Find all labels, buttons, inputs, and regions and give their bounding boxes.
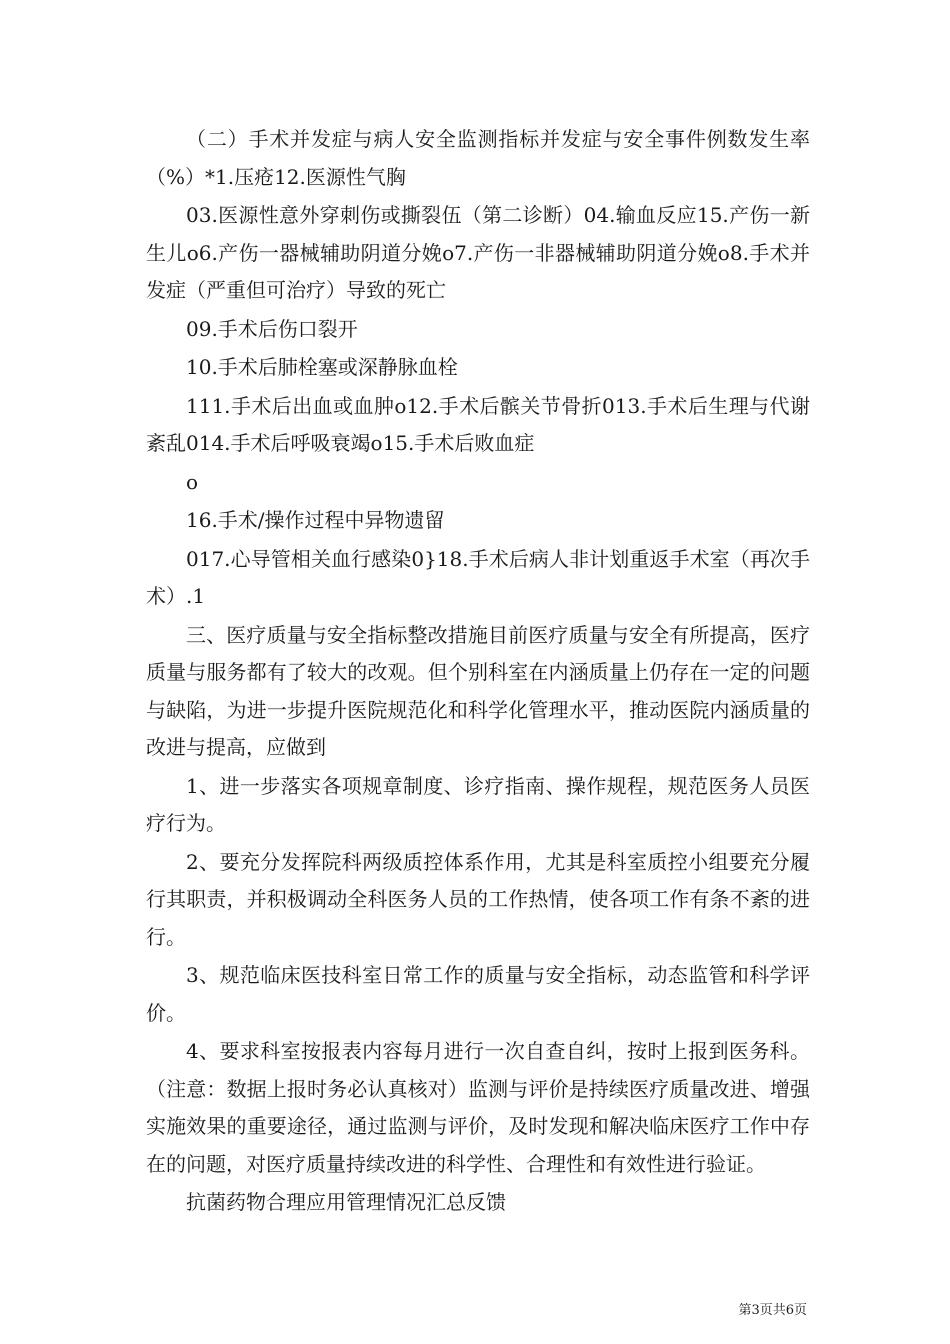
paragraph-measure-4: 4、要求科室按报表内容每月进行一次自查自纠，按时上报到医务科。（注意：数据上报时务必认真核对）监测与评价是持续医疗质量改进、增强实施效果的重要途径，通过监测与评价，及时发现和解决临床医疗工作中存在的问题，对医疗质量持续改进的科学性、合理性和有效性进行验证。: [146, 1039, 810, 1176]
paragraph-indicator-10: 10.手术后肺栓塞或深静脉血栓: [186, 355, 458, 379]
paragraph-indicators-17-18: 017.心导管相关血行感染0}18.手术后病人非计划重返手术室（再次手术）.1: [146, 546, 810, 608]
paragraph-indicators-11-15: 111.手术后出血或血肿o12.手术后髌关节骨折013.手术后生理与代谢紊乱014.手术后呼吸衰竭o15.手术后败血症: [146, 393, 810, 455]
paragraph-indicator-16: 16.手术/操作过程中异物遗留: [186, 508, 445, 532]
paragraph-measure-1: 1、进一步落实各项规章制度、诊疗指南、操作规程，规范医务人员医疗行为。: [146, 773, 810, 835]
page-number-footer: [738, 1303, 807, 1319]
document-body: [146, 121, 810, 1222]
paragraph-indicator-09: 09.手术后伤口裂开: [186, 316, 358, 341]
paragraph-measure-3: 3、规范临床医技科室日常工作的质量与安全指标，动态监管和科学评价。: [146, 963, 810, 1025]
paragraph-indicators-03-08: 03.医源性意外穿刺伤或撕裂伍（第二诊断）04.输血反应15.产伤一新生儿o6.产伤一器械辅助阴道分娩o7.产伤一非器械辅助阴道分娩o8.手术并发症（严重但可治疗）导致的死亡: [146, 203, 810, 302]
paragraph-antibiotic-heading: 抗菌药物合理应用管理情况汇总反馈: [186, 1190, 506, 1214]
paragraph-stray-o: o: [186, 469, 199, 494]
paragraph-section-three: 三、医疗质量与安全指标整改措施目前医疗质量与安全有所提高，医疗质量与服务都有了较大的改观。但个别科室在内涵质量上仍存在一定的问题与缺陷，为进一步提升医院规范化和科学化管理水平，推动医院内涵质量的改进与提高，应做到: [146, 622, 810, 759]
paragraph-measure-2: 2、要充分发挥院科两级质控体系作用，尤其是科室质控小组要充分履行其职责，并积极调动全科医务人员的工作热情，使各项工作有条不紊的进行。: [146, 849, 810, 949]
page-number-label: 第3页共6页: [738, 1303, 807, 1318]
paragraph-surgical-complications-heading: （二）手术并发症与病人安全监测指标并发症与安全事件例数发生率（%）*1.压疮12.医源性气胸: [146, 127, 810, 189]
